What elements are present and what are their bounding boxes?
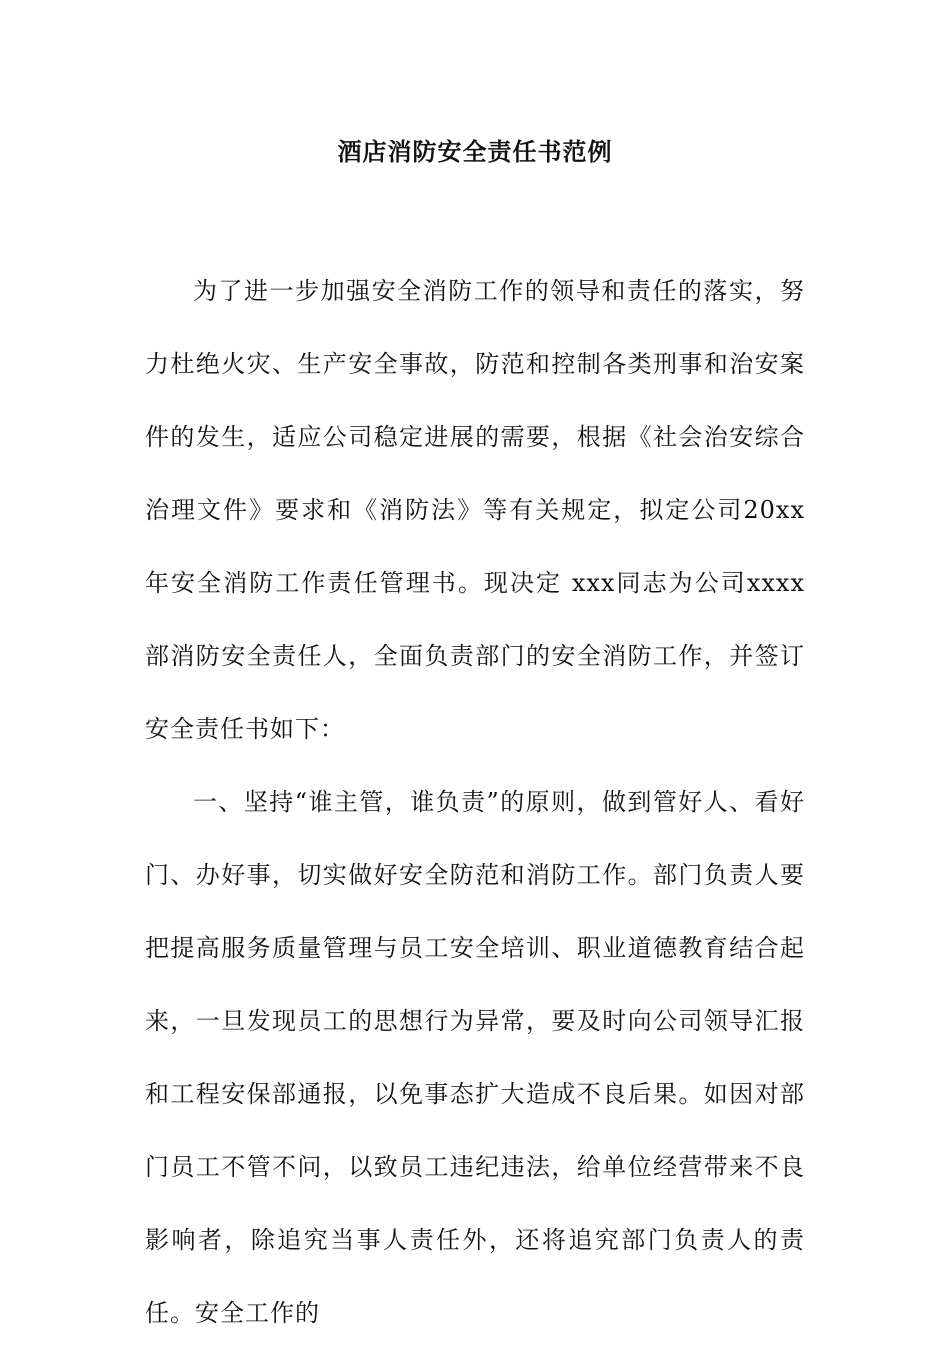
- document-body: [145, 255, 805, 1350]
- document-title: 酒店消防安全责任书范例: [337, 137, 613, 166]
- paragraph-item-1: 一、坚持“谁主管，谁负责”的原则，做到管好人、看好门、办好事，切实做好安全防范和消防工作。部门负责人要把提高服务质量管理与员工安全培训、职业道德教育结合起来，一旦发现员工的思想行为异常，要及时向公司领导汇报和工程安保部通报，以免事态扩大造成不良后果。如因对部门员工不管不问，以致员工违纪违法，给单位经营带来不良影响者，除追究当事人责任外，还将追究部门负责人的责任。安全工作的: [145, 788, 805, 1327]
- paragraph-intro: 为了进一步加强安全消防工作的领导和责任的落实，努力杜绝火灾、生产安全事故，防范和控制各类刑事和治安案件的发生，适应公司稳定进展的需要，根据《社会治安综合治理文件》要求和《消防法》等有关规定，拟定公司20xx年安全消防工作责任管理书。现决定 xxx同志为公司xxxx部消防安全责任人，全面负责部门的安全消防工作，并签订安全责任书如下：: [145, 277, 805, 743]
